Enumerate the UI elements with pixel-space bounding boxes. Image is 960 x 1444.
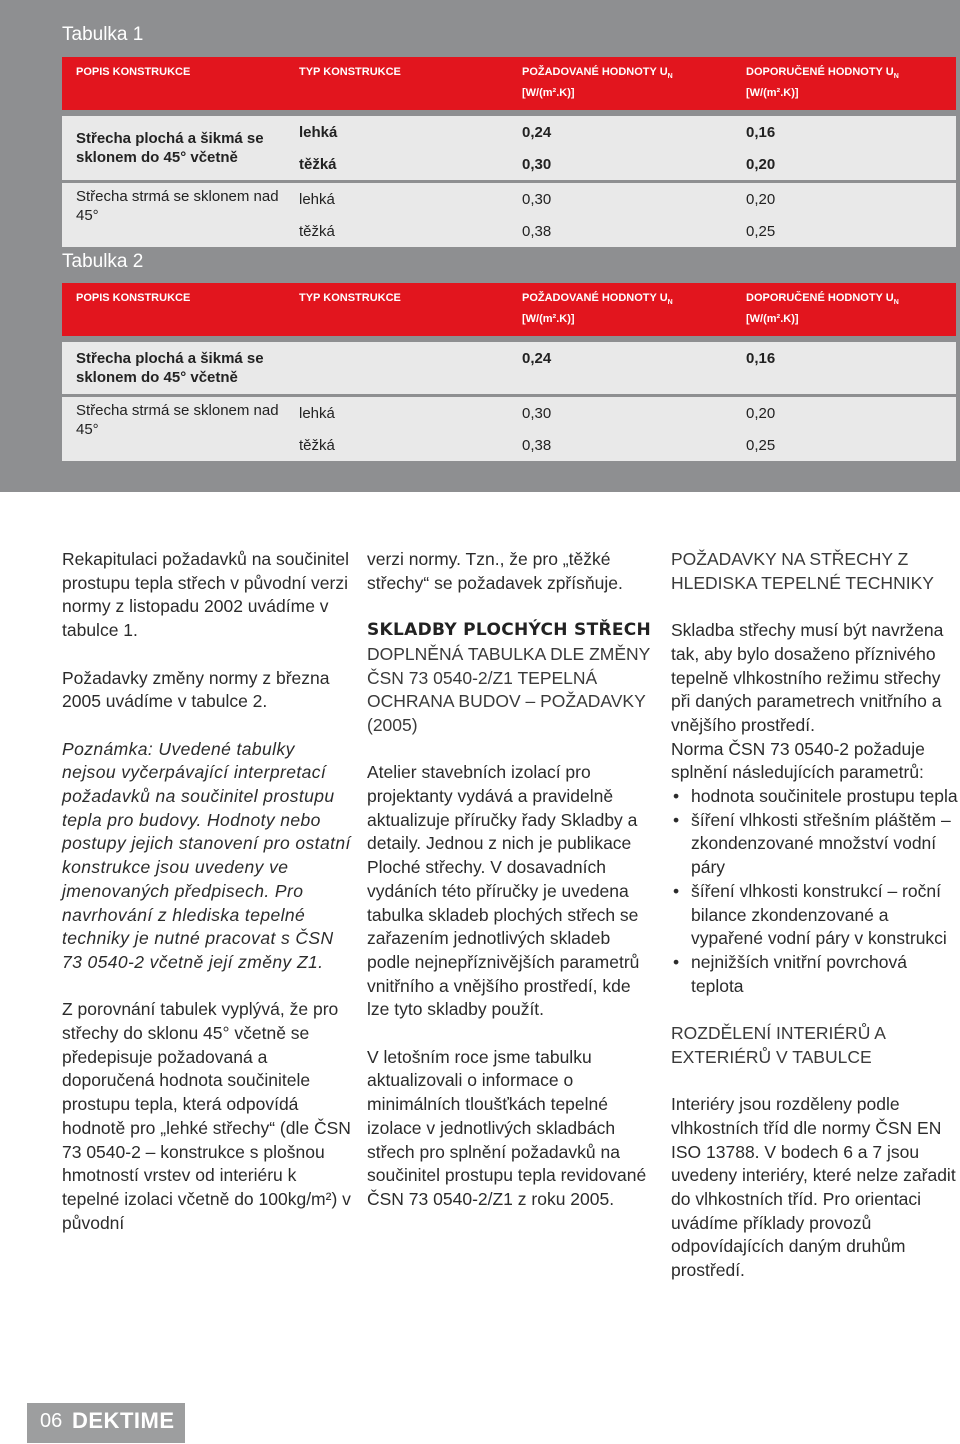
table2-header-desc: POPIS KONSTRUKCE [76, 292, 191, 304]
table2-header-recommended: DOPORUČENÉ HODNOTY $U_N$ [W/(m².K)] [746, 292, 899, 326]
requirements-list [671, 785, 960, 998]
table-cell-required: 0,30 [508, 148, 732, 180]
table-cell-desc: Střecha strmá se sklonem nad 45° [62, 183, 285, 247]
table-cell-desc: Střecha strmá se sklonem nad 45° [62, 397, 285, 461]
table-cell-required: 0,38 [508, 429, 732, 461]
table1 [62, 57, 956, 247]
table-cell-type: lehká [285, 397, 508, 429]
note-paragraph: Poznámka: Uvedené tabulky nejsou vyčerpávající interpretací požadavků na součinitel prostupu tepla pro budovy. Hodnoty nebo postupy jejich stanovení pro ostatní konstrukce jsou uvedeny ve jmenovaných předpisech. Pro navrhování z hlediska tepelné techniky je nutné pracovat s ČSN 73 0540-2 včetně její změny Z1. [62, 738, 351, 972]
table-row [62, 116, 956, 148]
table2 [62, 283, 956, 461]
table-cell-type: lehká [285, 116, 508, 148]
table-cell-type: lehká [285, 183, 508, 215]
section-heading: ROZDĚLENÍ INTERIÉRŮ A EXTERIÉRŮ V TABULCE [671, 1023, 885, 1067]
list-item: • nejnižších vnitřní povrchová teplota [671, 951, 960, 998]
paragraph: Skladba střechy musí být navržena tak, aby bylo dosaženo příznivého tepelně vlhkostního režimu střechy při daných parametrech vnitřního a vnějšího prostředí. [671, 620, 944, 735]
table-cell-required: 0,30 [508, 397, 732, 429]
list-item: • šíření vlhkosti střešním pláštěm – zkondenzované množství vodní páry [671, 809, 960, 880]
paragraph: Požadavky změny normy z března 2005 uvádíme v tabulce 2. [62, 667, 330, 712]
table-cell-type [285, 342, 508, 394]
text-column-1 [62, 548, 352, 1259]
table-row [62, 183, 956, 215]
table-cell-required: 0,24 [508, 116, 732, 148]
paragraph: Z porovnání tabulek vyplývá, že pro střechy do sklonu 45° včetně se předepisuje požadovaná a doporučená hodnota součinitele prostupu tepla, která odpovídá hodnotě pro „lehké střechy“ (dle ČSN 73 0540-2 – konstrukce s plošnou hmotností vrstev od interiéru k tepelné izolaci včetně do 100kg/m²) v původní [62, 999, 351, 1233]
table-cell-recommended: 0,16 [732, 342, 956, 394]
table-cell-type: těžká [285, 215, 508, 247]
table2-header-required: POŽADOVANÉ HODNOTY $U_N$ [W/(m².K)] [522, 292, 673, 326]
table-cell-recommended: 0,20 [732, 148, 956, 180]
table2-header [62, 283, 956, 336]
section-heading: POŽADAVKY NA STŘECHY Z HLEDISKA TEPELNÉ TECHNIKY [671, 549, 934, 593]
list-item: • šíření vlhkosti konstrukcí – roční bilance zkondenzované a vypařené vodní páry v konstrukci [671, 880, 960, 951]
table1-label: Tabulka 1 [62, 24, 144, 45]
text-column-3 [671, 548, 960, 1306]
table1-header-required: POŽADOVANÉ HODNOTY $U_N$ [W/(m².K)] [522, 66, 673, 100]
section-title: SKLADBY PLOCHÝCH STŘECH [367, 620, 652, 641]
list-item: • hodnota součinitele prostupu tepla [671, 785, 960, 809]
table-cell-type: těžká [285, 148, 508, 180]
text-column-2 [367, 548, 657, 1235]
table-cell-recommended: 0,16 [732, 116, 956, 148]
table-row [62, 342, 956, 394]
paragraph: V letošním roce jsme tabulku aktualizovali o informace o minimálních tloušťkách tepelné izolace v jednotlivých skladbách střech pro splnění požadavků na součinitel prostupu tepla revidované ČSN 73 0540-2/Z1 z roku 2005. [367, 1046, 647, 1209]
table1-header-recommended: DOPORUČENÉ HODNOTY $U_N$ [W/(m².K)] [746, 66, 899, 100]
table1-header-desc: POPIS KONSTRUKCE [76, 66, 191, 78]
table2-header-type: TYP KONSTRUKCE [299, 292, 401, 304]
paragraph: Interiéry jsou rozděleny podle vlhkostních tříd dle normy ČSN EN ISO 13788. V bodech 6 a 7 jsou uvedeny interiéry, které nelze zařadit do vlhkostních tříd. Pro orientaci uvádíme příklady provozů odpovídajících daným druhům prostředí. [671, 1094, 956, 1281]
table-row [62, 397, 956, 429]
page-number: 06 [40, 1410, 63, 1432]
paragraph: Norma ČSN 73 0540-2 požaduje splnění následujících parametrů: [671, 738, 925, 783]
brand-logo: DEKTIME [72, 1408, 175, 1433]
table-cell-required: 0,30 [508, 183, 732, 215]
table-cell-required: 0,38 [508, 215, 732, 247]
table-cell-recommended: 0,20 [732, 397, 956, 429]
table-cell-required: 0,24 [508, 342, 732, 394]
paragraph: Atelier stavebních izolací pro projektanty vydává a pravidelně aktualizuje příručky řady Skladby a detaily. Jednou z nich je publikace Ploché střechy. V dosavadních vydáních této příručky je uvedena tabulka skladeb plochých střech se zařazením jednotlivých skladeb podle nejnepříznivějších parametrů vnitřního a vnějšího prostředí, kde lze tyto skladby použít. [367, 762, 640, 1020]
paragraph: Rekapitulaci požadavků na součinitel prostupu tepla střech v původní verzi normy z listopadu 2002 uvádíme v tabulce 1. [62, 549, 349, 641]
table1-header-type: TYP KONSTRUKCE [299, 66, 401, 78]
paragraph: verzi normy. Tzn., že pro „těžké střechy“ se požadavek zpřísňuje. [367, 549, 623, 593]
table-cell-desc: Střecha plochá a šikmá se sklonem do 45° včetně [62, 116, 285, 180]
section-subtitle: DOPLNĚNÁ TABULKA DLE ZMĚNY ČSN 73 0540-2/Z1 TEPELNÁ OCHRANA BUDOV – POŽADAVKY (2005) [367, 643, 651, 735]
table1-header [62, 57, 956, 110]
table-cell-type: těžká [285, 429, 508, 461]
table-cell-recommended: 0,20 [732, 183, 956, 215]
table-cell-recommended: 0,25 [732, 215, 956, 247]
table-cell-desc: Střecha plochá a šikmá se sklonem do 45° včetně [62, 342, 285, 394]
table2-label: Tabulka 2 [62, 251, 144, 272]
table-cell-recommended: 0,25 [732, 429, 956, 461]
